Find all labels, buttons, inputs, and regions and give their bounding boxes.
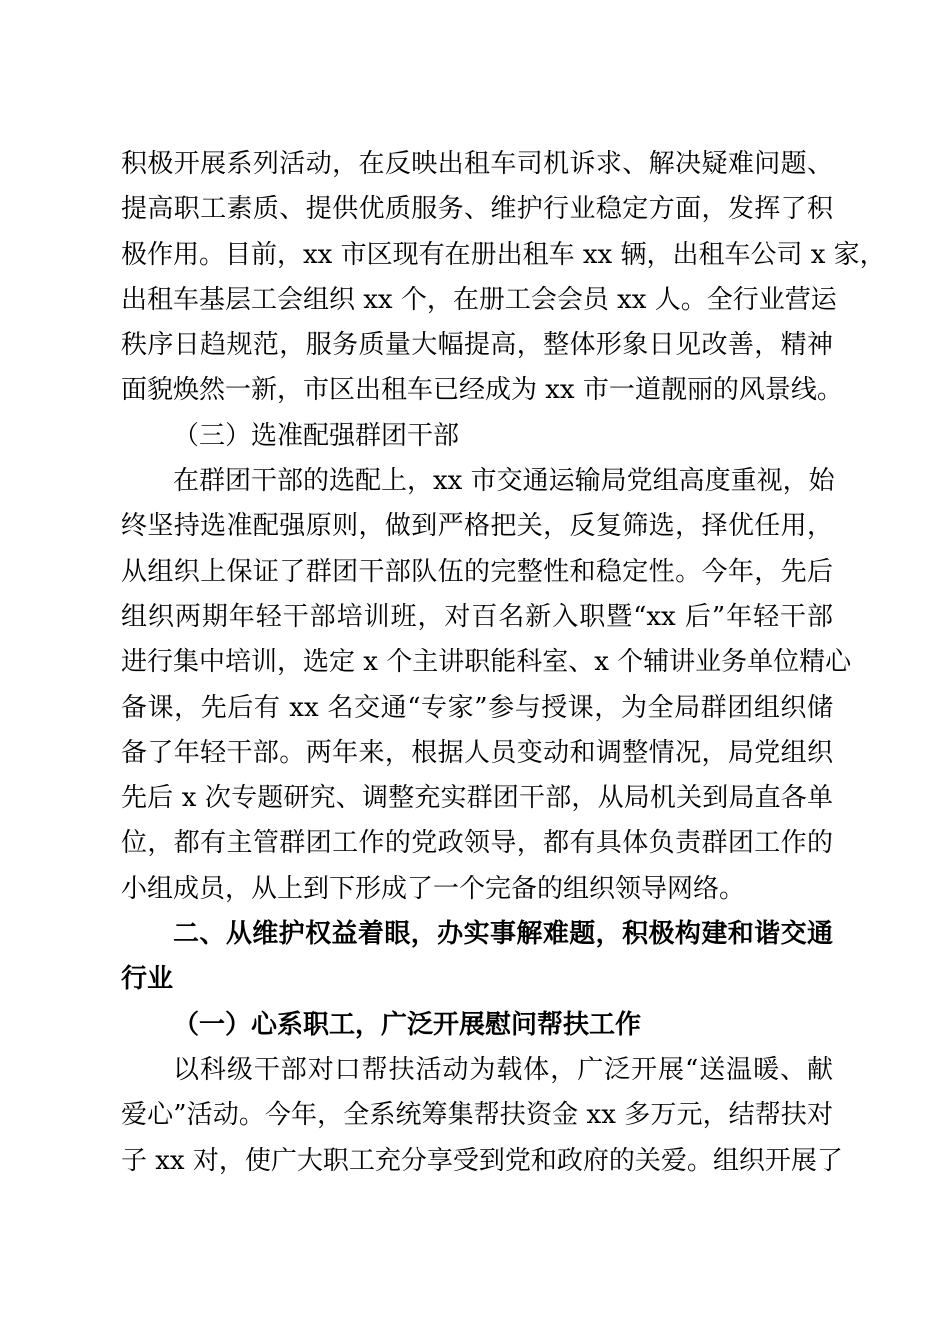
text-line: 极作用。目前，xx 市区现有在册出租车 xx 辆，出租车公司 x 家， <box>121 239 886 270</box>
heading-line: 二、从维护权益着眼，办实事解难题，积极构建和谐交通 <box>173 919 833 950</box>
paragraph-cadres <box>121 459 852 912</box>
section-subheading: （三）选准配强群团干部 <box>173 420 460 451</box>
text-line: 小组成员，从上到下形成了一个完备的组织领导网络。 <box>121 873 746 904</box>
text-line: 终坚持选准配强原则，做到严格把关，反复筛选，择优任用， <box>121 511 833 542</box>
text-line: 秩序日趋规范，服务质量大幅提高，整体形象日见改善，精神 <box>121 330 833 361</box>
section-heading <box>121 912 833 1003</box>
text-line: 出租车基层工会组织 xx 个，在册工会会员 xx 人。全行业营运 <box>121 284 837 315</box>
paragraph-support <box>121 1048 843 1184</box>
text-line: 先后 x 次专题研究、调整充实群团干部，从局机关到局直各单 <box>121 783 833 814</box>
paragraph-intro <box>121 142 886 414</box>
text-line: 位，都有主管群团工作的党政领导，都有具体负责群团工作的 <box>121 828 833 859</box>
text-line: 面貌焕然一新，市区出租车已经成为 xx 市一道靓丽的风景线。 <box>121 375 843 406</box>
text-line: 进行集中培训，选定 x 个主讲职能科室、x 个辅讲业务单位精心 <box>121 647 852 678</box>
section-subheading: （一）心系职工，广泛开展慰问帮扶工作 <box>173 1009 642 1040</box>
text-line: 子 xx 对，使广大职工充分享受到党和政府的关爱。组织开展了 <box>121 1145 843 1176</box>
text-line: 在群团干部的选配上，xx 市交通运输局党组高度重视，始 <box>173 466 835 497</box>
text-line: 爱心”活动。今年，全系统筹集帮扶资金 xx 多万元，结帮扶对 <box>121 1100 833 1131</box>
text-line: 备了年轻干部。两年来，根据人员变动和调整情况，局党组织 <box>121 737 833 768</box>
text-line: 以科级干部对口帮扶活动为载体，广泛开展“送温暖、献 <box>173 1054 833 1085</box>
text-line: 提高职工素质、提供优质服务、维护行业稳定方面，发挥了积 <box>121 194 833 225</box>
document-page <box>121 142 886 1184</box>
text-line: 组织两期年轻干部培训班，对百名新入职暨“xx 后”年轻干部 <box>121 601 833 632</box>
heading-line: 行业 <box>121 964 174 995</box>
text-line: 备课，先后有 xx 名交通“专家”参与授课，为全局群团组织储 <box>121 692 833 723</box>
text-line: 从组织上保证了群团干部队伍的完整性和稳定性。今年，先后 <box>121 556 833 587</box>
text-line: 积极开展系列活动，在反映出租车司机诉求、解决疑难问题、 <box>121 149 833 179</box>
